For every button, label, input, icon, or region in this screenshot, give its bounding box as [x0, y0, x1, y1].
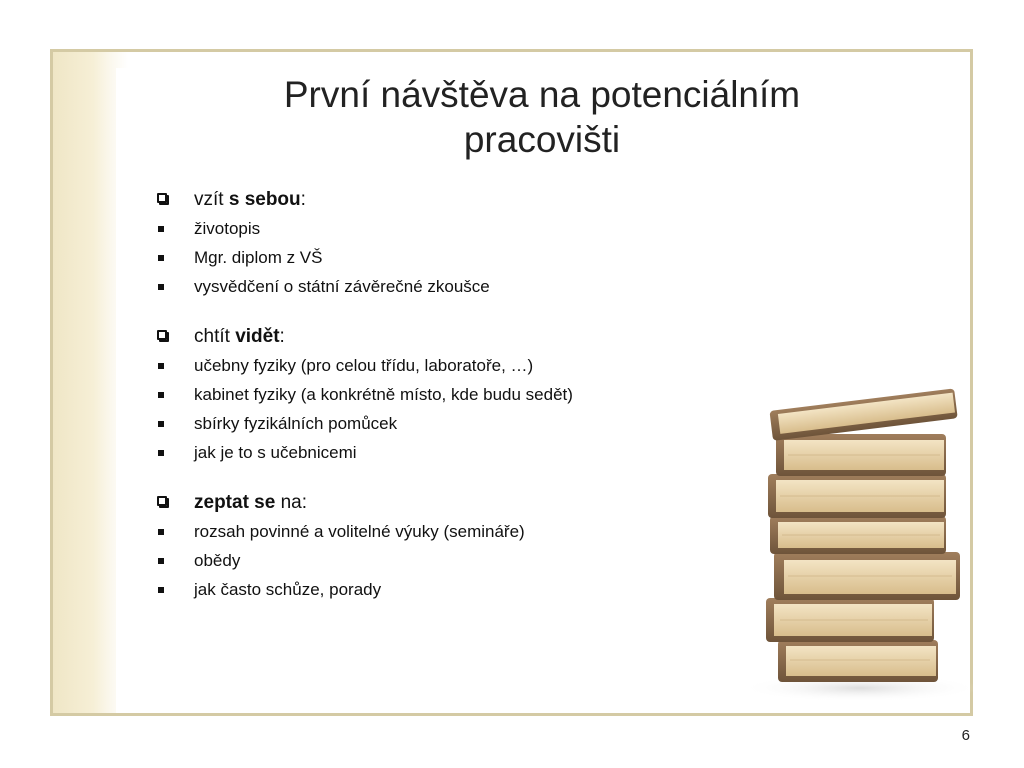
- list-item-text: rozsah povinné a volitelné výuky (semináře): [194, 522, 525, 541]
- list-item: [154, 575, 774, 604]
- checkbox-bullet-icon: [157, 330, 167, 340]
- square-bullet-icon: [158, 421, 164, 427]
- title-line-2: pracovišti: [463, 119, 621, 160]
- group-heading: [154, 323, 774, 351]
- list-item: [154, 438, 774, 467]
- slide-title: [110, 72, 974, 162]
- square-bullet-icon: [158, 255, 164, 261]
- group-heading: [154, 186, 774, 214]
- square-bullet-icon: [158, 363, 164, 369]
- square-bullet-icon: [158, 284, 164, 290]
- checkbox-bullet-icon: [157, 193, 167, 203]
- heading-suffix: :: [279, 326, 285, 347]
- heading-bold: zeptat se: [194, 492, 276, 513]
- checkbox-bullet-icon: [157, 496, 167, 506]
- list-item: [154, 214, 774, 243]
- book-stack-illustration: [740, 370, 980, 710]
- list-item-text: životopis: [194, 219, 261, 238]
- title-line-1: První návštěva na potenciálním: [283, 74, 801, 115]
- bullet-group-take: [154, 186, 774, 301]
- bullet-group-see: [154, 323, 774, 467]
- heading-suffix: na:: [275, 492, 308, 513]
- heading-prefix: vzít: [194, 189, 229, 210]
- bullet-list: [154, 186, 774, 626]
- list-item-text: učebny fyziky (pro celou třídu, laboratoře, …): [194, 356, 534, 375]
- list-item: [154, 546, 774, 575]
- bullet-group-ask: [154, 489, 774, 604]
- list-item: [154, 409, 774, 438]
- list-item: [154, 351, 774, 380]
- list-item-text: jak je to s učebnicemi: [194, 443, 357, 462]
- group-heading: [154, 489, 774, 517]
- list-item: [154, 243, 774, 272]
- square-bullet-icon: [158, 226, 164, 232]
- heading-prefix: chtít: [194, 326, 236, 347]
- square-bullet-icon: [158, 587, 164, 593]
- square-bullet-icon: [158, 529, 164, 535]
- list-item-text: vysvědčení o státní závěrečné zkoušce: [194, 277, 490, 296]
- heading-suffix: :: [300, 189, 306, 210]
- heading-bold: s sebou: [228, 189, 301, 210]
- list-item-text: jak často schůze, porady: [194, 580, 382, 599]
- list-item-text: sbírky fyzikálních pomůcek: [194, 414, 398, 433]
- list-item-text: kabinet fyziky (a konkrétně místo, kde budu sedět): [194, 385, 573, 404]
- heading-bold: vidět: [235, 326, 280, 347]
- list-item-text: Mgr. diplom z VŠ: [194, 248, 323, 267]
- page-number: 6: [961, 727, 970, 744]
- list-item: [154, 517, 774, 546]
- square-bullet-icon: [158, 450, 164, 456]
- list-item-text: obědy: [194, 551, 241, 570]
- list-item: [154, 380, 774, 409]
- square-bullet-icon: [158, 392, 164, 398]
- list-item: [154, 272, 774, 301]
- square-bullet-icon: [158, 558, 164, 564]
